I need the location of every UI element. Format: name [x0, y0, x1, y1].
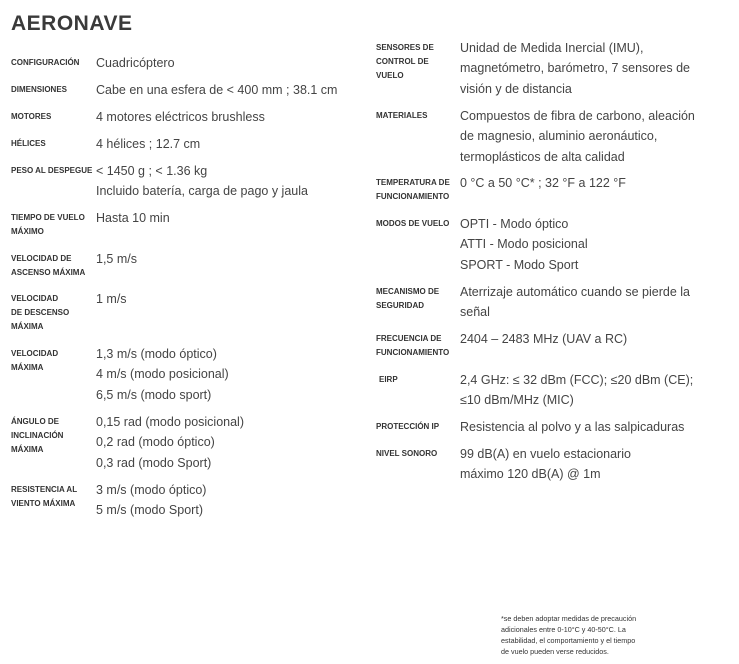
spec-value: 2404 – 2483 MHz (UAV a RC)	[460, 332, 628, 346]
footnote: *se deben adoptar medidas de precaución adicionales entre 0-10°C y 40-50°C. La estabilidad, el comportamiento y el tiempo de vuelo pueden verse reducidos.	[501, 614, 637, 656]
spec-row-velocidad-maxima	[11, 344, 361, 412]
spec-label: PROTECCIÓN IP	[376, 422, 440, 431]
spec-value: Cuadricóptero	[96, 56, 175, 70]
spec-label: RESISTENCIA AL VIENTO MÁXIMA	[11, 485, 78, 508]
page-title: AERONAVE	[11, 12, 133, 35]
spec-label: SENSORES DE CONTROL DE VUELO	[376, 43, 434, 80]
spec-value: 1,3 m/s (modo óptico) 4 m/s (modo posicional) 6,5 m/s (modo sport)	[96, 347, 229, 402]
spec-value: Hasta 10 min	[96, 211, 170, 225]
spec-value: Cabe en una esfera de < 400 mm ; 38.1 cm	[96, 83, 338, 97]
spec-label: TIEMPO DE VUELO MÁXIMO	[11, 213, 85, 236]
spec-label: TEMPERATURA DE FUNCIONAMIENTO	[376, 178, 450, 201]
spec-row-dimensiones	[11, 80, 361, 107]
specs-left-column	[11, 53, 361, 526]
spec-label: VELOCIDAD DE ASCENSO MÁXIMA	[11, 254, 86, 277]
spec-value: Unidad de Medida Inercial (IMU), magnetómetro, barómetro, 7 sensores de visión y de distancia	[460, 41, 690, 96]
spec-row-angulo-inclinacion	[11, 412, 361, 480]
spec-label: DIMENSIONES	[11, 85, 68, 94]
spec-value: < 1450 g ; < 1.36 kg Incluido batería, carga de pago y jaula	[96, 164, 308, 199]
spec-value: 2,4 GHz: ≤ 32 dBm (FCC); ≤20 dBm (CE); ≤10 dBm/MHz (MIC)	[460, 373, 694, 408]
spec-value: 4 motores eléctricos brushless	[96, 110, 265, 124]
spec-row-velocidad-descenso	[11, 289, 361, 344]
spec-value: 0,15 rad (modo posicional) 0,2 rad (modo óptico) 0,3 rad (modo Sport)	[96, 415, 244, 470]
spec-row-motores	[11, 107, 361, 134]
spec-label: HÉLICES	[11, 139, 46, 148]
spec-label: MOTORES	[11, 112, 52, 121]
spec-value: 99 dB(A) en vuelo estacionario máximo 120 dB(A) @ 1m	[460, 447, 631, 482]
spec-label: NIVEL SONORO	[376, 449, 438, 458]
spec-row-materiales	[376, 106, 731, 173]
spec-label: FRECUENCIA DE FUNCIONAMIENTO	[376, 334, 450, 357]
spec-value: 4 hélices ; 12.7 cm	[96, 137, 201, 151]
spec-row-modos-vuelo	[376, 214, 731, 282]
spec-label: VELOCIDAD DE DESCENSO MÁXIMA	[11, 294, 70, 331]
spec-row-helices	[11, 134, 361, 161]
spec-row-nivel-sonoro	[376, 444, 731, 491]
spec-row-temperatura	[376, 173, 731, 214]
spec-value: Compuestos de fibra de carbono, aleación de magnesio, aluminio aeronáutico, termoplásticos de alta calidad	[460, 109, 695, 164]
spec-value: 1 m/s	[96, 292, 127, 306]
spec-row-peso-despegue	[11, 161, 361, 208]
spec-value: 0 °C a 50 °C* ; 32 °F a 122 °F	[460, 176, 626, 190]
spec-row-configuracion	[11, 53, 361, 80]
spec-row-frecuencia	[376, 329, 731, 370]
spec-label: MODOS DE VUELO	[376, 219, 450, 228]
spec-value: 3 m/s (modo óptico) 5 m/s (modo Sport)	[96, 483, 207, 518]
spec-row-mecanismo-seguridad	[376, 282, 731, 329]
spec-row-eirp	[376, 370, 731, 417]
spec-value: Resistencia al polvo y a las salpicaduras	[460, 420, 685, 434]
spec-label: MECANISMO DE SEGURIDAD	[376, 287, 440, 310]
spec-row-velocidad-ascenso	[11, 249, 361, 289]
spec-row-tiempo-vuelo	[11, 208, 361, 249]
spec-label: ÁNGULO DE INCLINACIÓN MÁXIMA	[11, 417, 64, 454]
spec-value: OPTI - Modo óptico ATTI - Modo posicional SPORT - Modo Sport	[460, 217, 588, 272]
spec-row-proteccion-ip	[376, 417, 731, 444]
spec-value: Aterrizaje automático cuando se pierde la señal	[460, 285, 690, 320]
spec-value: 1,5 m/s	[96, 252, 137, 266]
spec-label: CONFIGURACIÓN	[11, 58, 80, 67]
spec-label: EIRP	[379, 375, 398, 384]
spec-row-resistencia-viento	[11, 480, 361, 526]
spec-label: VELOCIDAD MÁXIMA	[11, 349, 59, 372]
spec-label: MATERIALES	[376, 111, 428, 120]
specs-right-column	[376, 38, 731, 491]
spec-row-sensores	[376, 38, 731, 106]
spec-label: PESO AL DESPEGUE	[11, 166, 93, 175]
